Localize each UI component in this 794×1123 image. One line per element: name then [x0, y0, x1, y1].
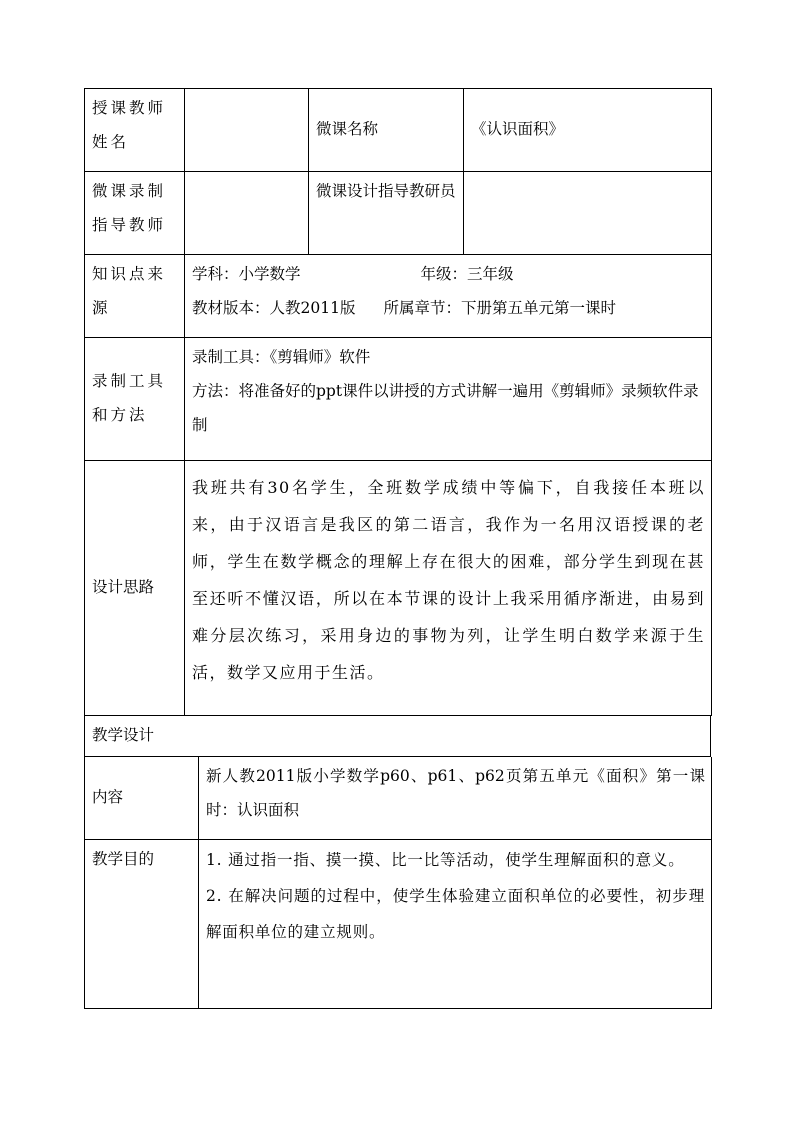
row-teaching-goals — [85, 840, 712, 1009]
chapter: 所属章节：下册第五单元第一课时 — [383, 299, 616, 317]
recording-tool: 录制工具：《剪辑师》软件 — [192, 348, 371, 366]
tools-method-content — [185, 338, 712, 461]
label-teaching-goals: 教学目的 — [85, 840, 199, 1009]
goal-item-1: 1. 通过指一指、摸一摸、比一比等活动，使学生理解面积的意义。 — [206, 851, 685, 869]
row-content — [85, 757, 712, 840]
label-lesson-name: 微课名称 — [309, 89, 464, 172]
lesson-info-table — [84, 88, 711, 1009]
row-teacher-name — [85, 89, 712, 172]
middle-table — [84, 461, 712, 716]
label-knowledge-source: 知识点来源 — [85, 255, 185, 338]
label-content: 内容 — [85, 757, 199, 840]
goal-item-2: 2. 在解决问题的过程中，使学生体验建立面积单位的必要性，初步理解面积单位的建立规则。 — [206, 887, 705, 941]
label-tools-method: 录制工具和方法 — [85, 338, 185, 461]
row-guidance — [85, 172, 712, 255]
value-recording-guide — [185, 172, 309, 255]
row-design-idea — [85, 461, 712, 716]
recording-method: 方法：将准备好的ppt课件以讲授的方式讲解一遍用《剪辑师》录频软件录制 — [192, 382, 699, 434]
label-design-guide: 微课设计指导教研员 — [309, 172, 464, 255]
value-lesson-name: 《认识面积》 — [464, 89, 712, 172]
bottom-table — [84, 757, 712, 1009]
teaching-design-heading: 教学设计 — [85, 716, 711, 757]
grade: 年级：三年级 — [420, 265, 514, 283]
label-recording-guide: 微课录制指导教师 — [85, 172, 185, 255]
value-teacher-name — [185, 89, 309, 172]
content-text: 新人教2011版小学数学p60、p61、p62页第五单元《面积》第一课时：认识面积 — [199, 757, 712, 840]
subject-grade-line — [192, 257, 705, 291]
row-tools — [85, 338, 712, 461]
subject: 学科：小学数学 — [192, 265, 301, 283]
value-design-guide — [464, 172, 712, 255]
label-design-idea: 设计思路 — [85, 461, 185, 716]
label-teacher-name: 授课教师姓名 — [85, 89, 185, 172]
textbook-edition: 教材版本：人教2011版 — [192, 299, 356, 317]
teaching-goals-content — [199, 840, 712, 1009]
teaching-design-table — [84, 716, 711, 757]
row-knowledge-source — [85, 255, 712, 338]
knowledge-source-content — [185, 255, 712, 338]
top-table — [84, 88, 712, 461]
design-idea-text: 我班共有30名学生，全班数学成绩中等偏下，自我接任本班以来，由于汉语言是我区的第二语言，我作为一名用汉语授课的老师，学生在数学概念的理解上存在很大的困难，部分学生到现在甚至还听不懂汉语，所以在本节课的设计上我采用循序渐进，由易到难分层次练习，采用身边的事物为列，让学生明白数学来源于生活，数学又应用于生活。 — [185, 461, 712, 716]
edition-chapter-line — [192, 291, 705, 325]
row-teaching-design — [85, 716, 711, 757]
